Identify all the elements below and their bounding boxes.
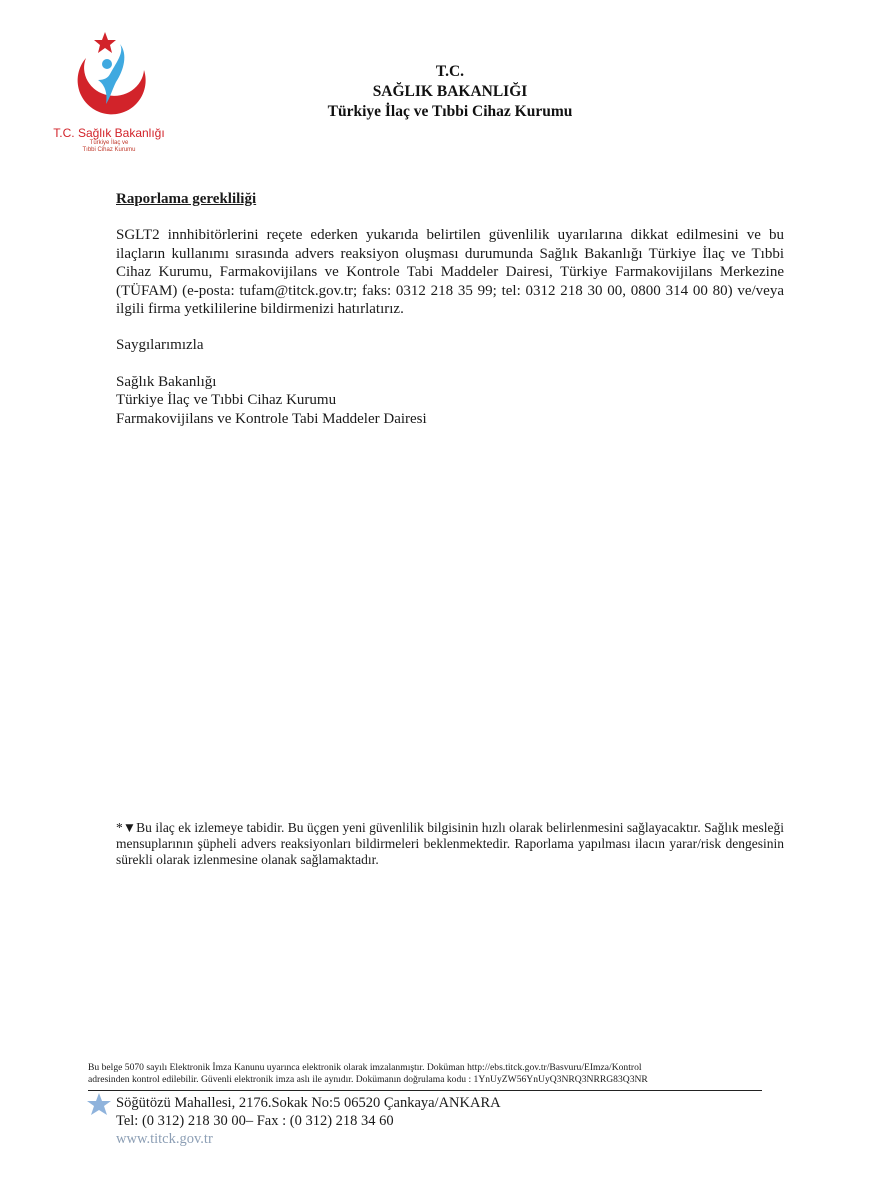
ministry-emblem-icon (58, 30, 158, 126)
footnote: *▼Bu ilaç ek izlemeye tabidir. Bu üçgen yeni güvenlilik bilgisinin hızlı olarak belirlenmesini sağlayacaktır. Sağlık mesleği mensuplarının şüpheli advers reaksiyonları bildirmeleri beklenmektedir. Raporlama yapılması ilacın yarar/risk dengesinin sürekli olarak izlenmesine olanak sağlamaktadır. (116, 820, 784, 867)
closing-salutation: Saygılarımızla (116, 337, 204, 354)
logo-name: T.C. Sağlık Bakanlığı (53, 126, 165, 140)
logo-subtitle-1: Türkiye İlaç ve (89, 140, 129, 146)
esignature-line-2: adresinden kontrol edilebilir. Güvenli elektronik imza aslı ile aynıdır. Dokümanın doğrulama kodu : 1YnUyZW56YnUyQ3NRQ3NRRG83Q3NR (88, 1074, 648, 1085)
website-link[interactable]: www.titck.gov.tr (116, 1131, 213, 1147)
letter-body (116, 190, 784, 428)
esignature-line-1: Bu belge 5070 sayılı Elektronik İmza Kanunu uyarınca elektronik olarak imzalanmıştır. Doküman http://ebs.titck.gov.tr/Basvuru/EImza/Kontrol (88, 1062, 642, 1073)
header-agency: Türkiye İlaç ve Tıbbi Cihaz Kurumu (327, 103, 573, 120)
address-line: Söğütözü Mahallesi, 2176.Sokak No:5 06520 Çankaya/ANKARA (116, 1095, 501, 1111)
footer-divider (88, 1090, 762, 1091)
logo-subtitle-2: Tıbbi Cihaz Kurumu (82, 147, 136, 153)
phone-fax-line: Tel: (0 312) 218 30 00– Fax : (0 312) 218 34 60 (116, 1113, 394, 1129)
header-tc: T.C. (435, 63, 465, 80)
body-paragraph: SGLT2 innhibitörlerini reçete ederken yukarıda belirtilen güvenlilik uyarılarına dikkat edilmesini ve bu ilaçların kullanımı sırasında advers reaksiyon oluşması durumunda Sağlık Bakanlığı Türkiye İlaç ve Tıbbi Cihaz Kurumu, Farmakovijilans ve Kontrole Tabi Maddeler Dairesi, Türkiye Farmakovijilans Merkezine (TÜFAM) (e-posta: tufam@titck.gov.tr; faks: 0312 218 35 99; tel: 0312 218 30 00, 0800 314 00 80) ve/veya ilgili firma yetkililerine bildirmenizi hatırlatırız. (116, 227, 784, 318)
ministry-logo (50, 30, 168, 160)
section-heading: Raporlama gerekliliği (116, 191, 257, 207)
esignature-notice (88, 1062, 768, 1086)
signature-line-3: Farmakovijilans ve Kontrole Tabi Maddeler Dairesi (116, 410, 427, 427)
signature-line-1: Sağlık Bakanlığı (116, 373, 217, 390)
header-ministry: SAĞLIK BAKANLIĞI (372, 83, 528, 100)
footer-address (116, 1094, 501, 1148)
signature-line-2: Türkiye İlaç ve Tıbbi Cihaz Kurumu (116, 392, 337, 409)
star-icon (86, 1092, 112, 1118)
letterhead (300, 62, 600, 122)
